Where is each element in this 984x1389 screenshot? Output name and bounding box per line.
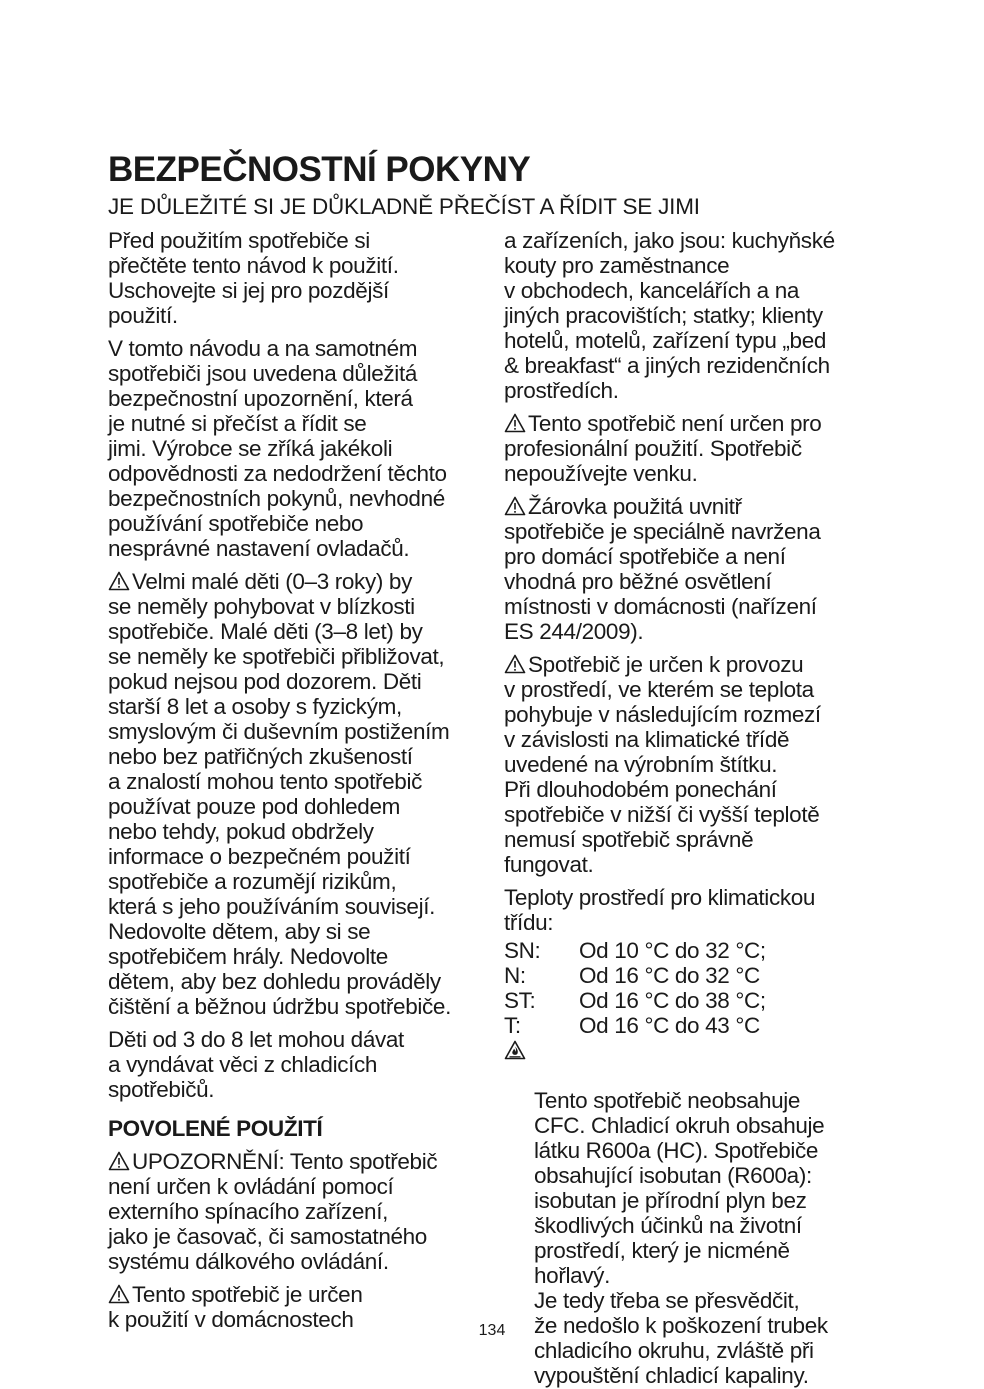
climate-class-label: N: [504,963,526,988]
section-heading-permitted-use: POVOLENÉ POUŽITÍ [108,1116,323,1141]
climate-class-row [504,1013,874,1038]
warning-icon [108,1151,130,1171]
warning-icon [504,413,526,433]
climate-class-label: T: [504,1013,521,1038]
climate-class-label: SN: [504,938,541,963]
children-warning [108,569,488,1019]
climate-class-range: Od 10 °C do 32 °C; [579,938,766,963]
climate-class-row [504,938,874,963]
warning-icon [504,496,526,516]
climate-class-range: Od 16 °C do 43 °C [579,1013,760,1038]
flammable-gas-warning-text: Tento spotřebič neobsahuje CFC. Chladicí okruh obsahuje látku R600a (HC). Spotřebiče obsahující isobutan (R600a): isobutan je přírodní plyn bez škodlivých účinků na životní prostředí, který je nicméně hořlavý. Je tedy třeba se přesvědčit, že nedošlo k poškození trubek chladicího okruhu, zvláště při vypouštění chladicí kapaliny. [534,1088,828,1388]
household-use-warning-text: Tento spotřebič je určen k použití v domácnostech [108,1282,363,1332]
climate-class-row [504,963,874,988]
bulb-warning-text: Žárovka použitá uvnitř spotřebiče je speciálně navržena pro domácí spotřebiče a není vhodná pro běžné osvětlení místnosti v domácnosti (nařízení ES 244/2009). [504,494,821,644]
climate-class-intro: Teploty prostředí pro klimatickou třídu: [504,885,816,935]
left-column [108,228,488,1340]
climate-class-range: Od 16 °C do 32 °C [579,963,760,988]
climate-class-label: ST: [504,988,536,1013]
children-warning-text: Velmi malé děti (0–3 roky) by se neměly pohybovat v blízkosti spotřebiče. Malé děti (3–8 let) by se neměly ke spotřebiči přibližovat, pokud nejsou pod dozorem. Děti starší 8 let a osoby s fyzickým, smyslovým či duševním postižením nebo bez patřičných zkušeností a znalostí mohou tento spotřebič používat pouze pod dohledem nebo tehdy, pokud obdržely informace o bezpečném použití spotřebiče a rozumějí rizikům, která s jeho používáním souvisejí. Nedovolte dětem, aby si se spotřebičem hrály. Nedovolte dětem, aby bez dohledu prováděly čištění a běžnou údržbu spotřebiče. [108,569,451,1019]
warning-icon [108,571,130,591]
remote-control-warning [108,1149,488,1274]
page-title: BEZPEČNOSTNÍ POKYNY [108,150,531,189]
household-use-continued: a zařízeních, jako jsou: kuchyňské kouty pro zaměstnance v obchodech, kancelářích a na jiných pracovištích; statky; klienty hotelů, motelů, zařízení typu „bed & breakfast“ a jiných rezidenčních prostředích. [504,228,835,403]
climate-class-list [504,938,874,1038]
children-loading-paragraph: Děti od 3 do 8 let mohou dávat a vyndávat věci z chladicích spotřebičů. [108,1027,404,1102]
right-column [504,228,874,1388]
flammable-warning-icon [504,1040,526,1060]
page-number: 134 [478,1322,506,1339]
intro-paragraph: Před použitím spotřebiče si přečtěte tento návod k použití. Uschovejte si jej pro pozdější použití. [108,228,399,328]
climate-class-range: Od 16 °C do 38 °C; [579,988,766,1013]
page-subtitle: JE DŮLEŽITÉ SI JE DŮKLADNĚ PŘEČÍST A ŘÍDIT SE JIMI [108,194,700,219]
warning-icon [504,654,526,674]
professional-use-warning-text: Tento spotřebič není určen pro profesionální použití. Spotřebič nepoužívejte venku. [504,411,822,486]
operating-environment-warning-text: Spotřebič je určen k provozu v prostředí, ve kterém se teplota pohybuje v následujícím rozmezí v závislosti na klimatické třídě uvedené na výrobním štítku. Při dlouhodobém ponechání spotřebiče v nižší či vyšší teplotě nemusí spotřebič správně fungovat. [504,652,821,877]
operating-environment-warning [504,652,874,877]
professional-use-warning [504,411,874,486]
climate-class-row [504,988,874,1013]
warning-icon [108,1284,130,1304]
responsibility-paragraph: V tomto návodu a na samotném spotřebiči jsou uvedena důležitá bezpečnostní upozornění, která je nutné si přečíst a řídit se jimi. Výrobce se zříká jakékoli odpovědnosti za nedodržení těchto bezpečnostních pokynů, nevhodné používání spotřebiče nebo nesprávné nastavení ovladačů. [108,336,447,561]
bulb-warning [504,494,874,644]
remote-control-warning-text: UPOZORNĚNÍ: Tento spotřebič není určen k ovládání pomocí externího spínacího zařízení, jako je časovač, či samostatného systému dálkového ovládání. [108,1149,438,1274]
